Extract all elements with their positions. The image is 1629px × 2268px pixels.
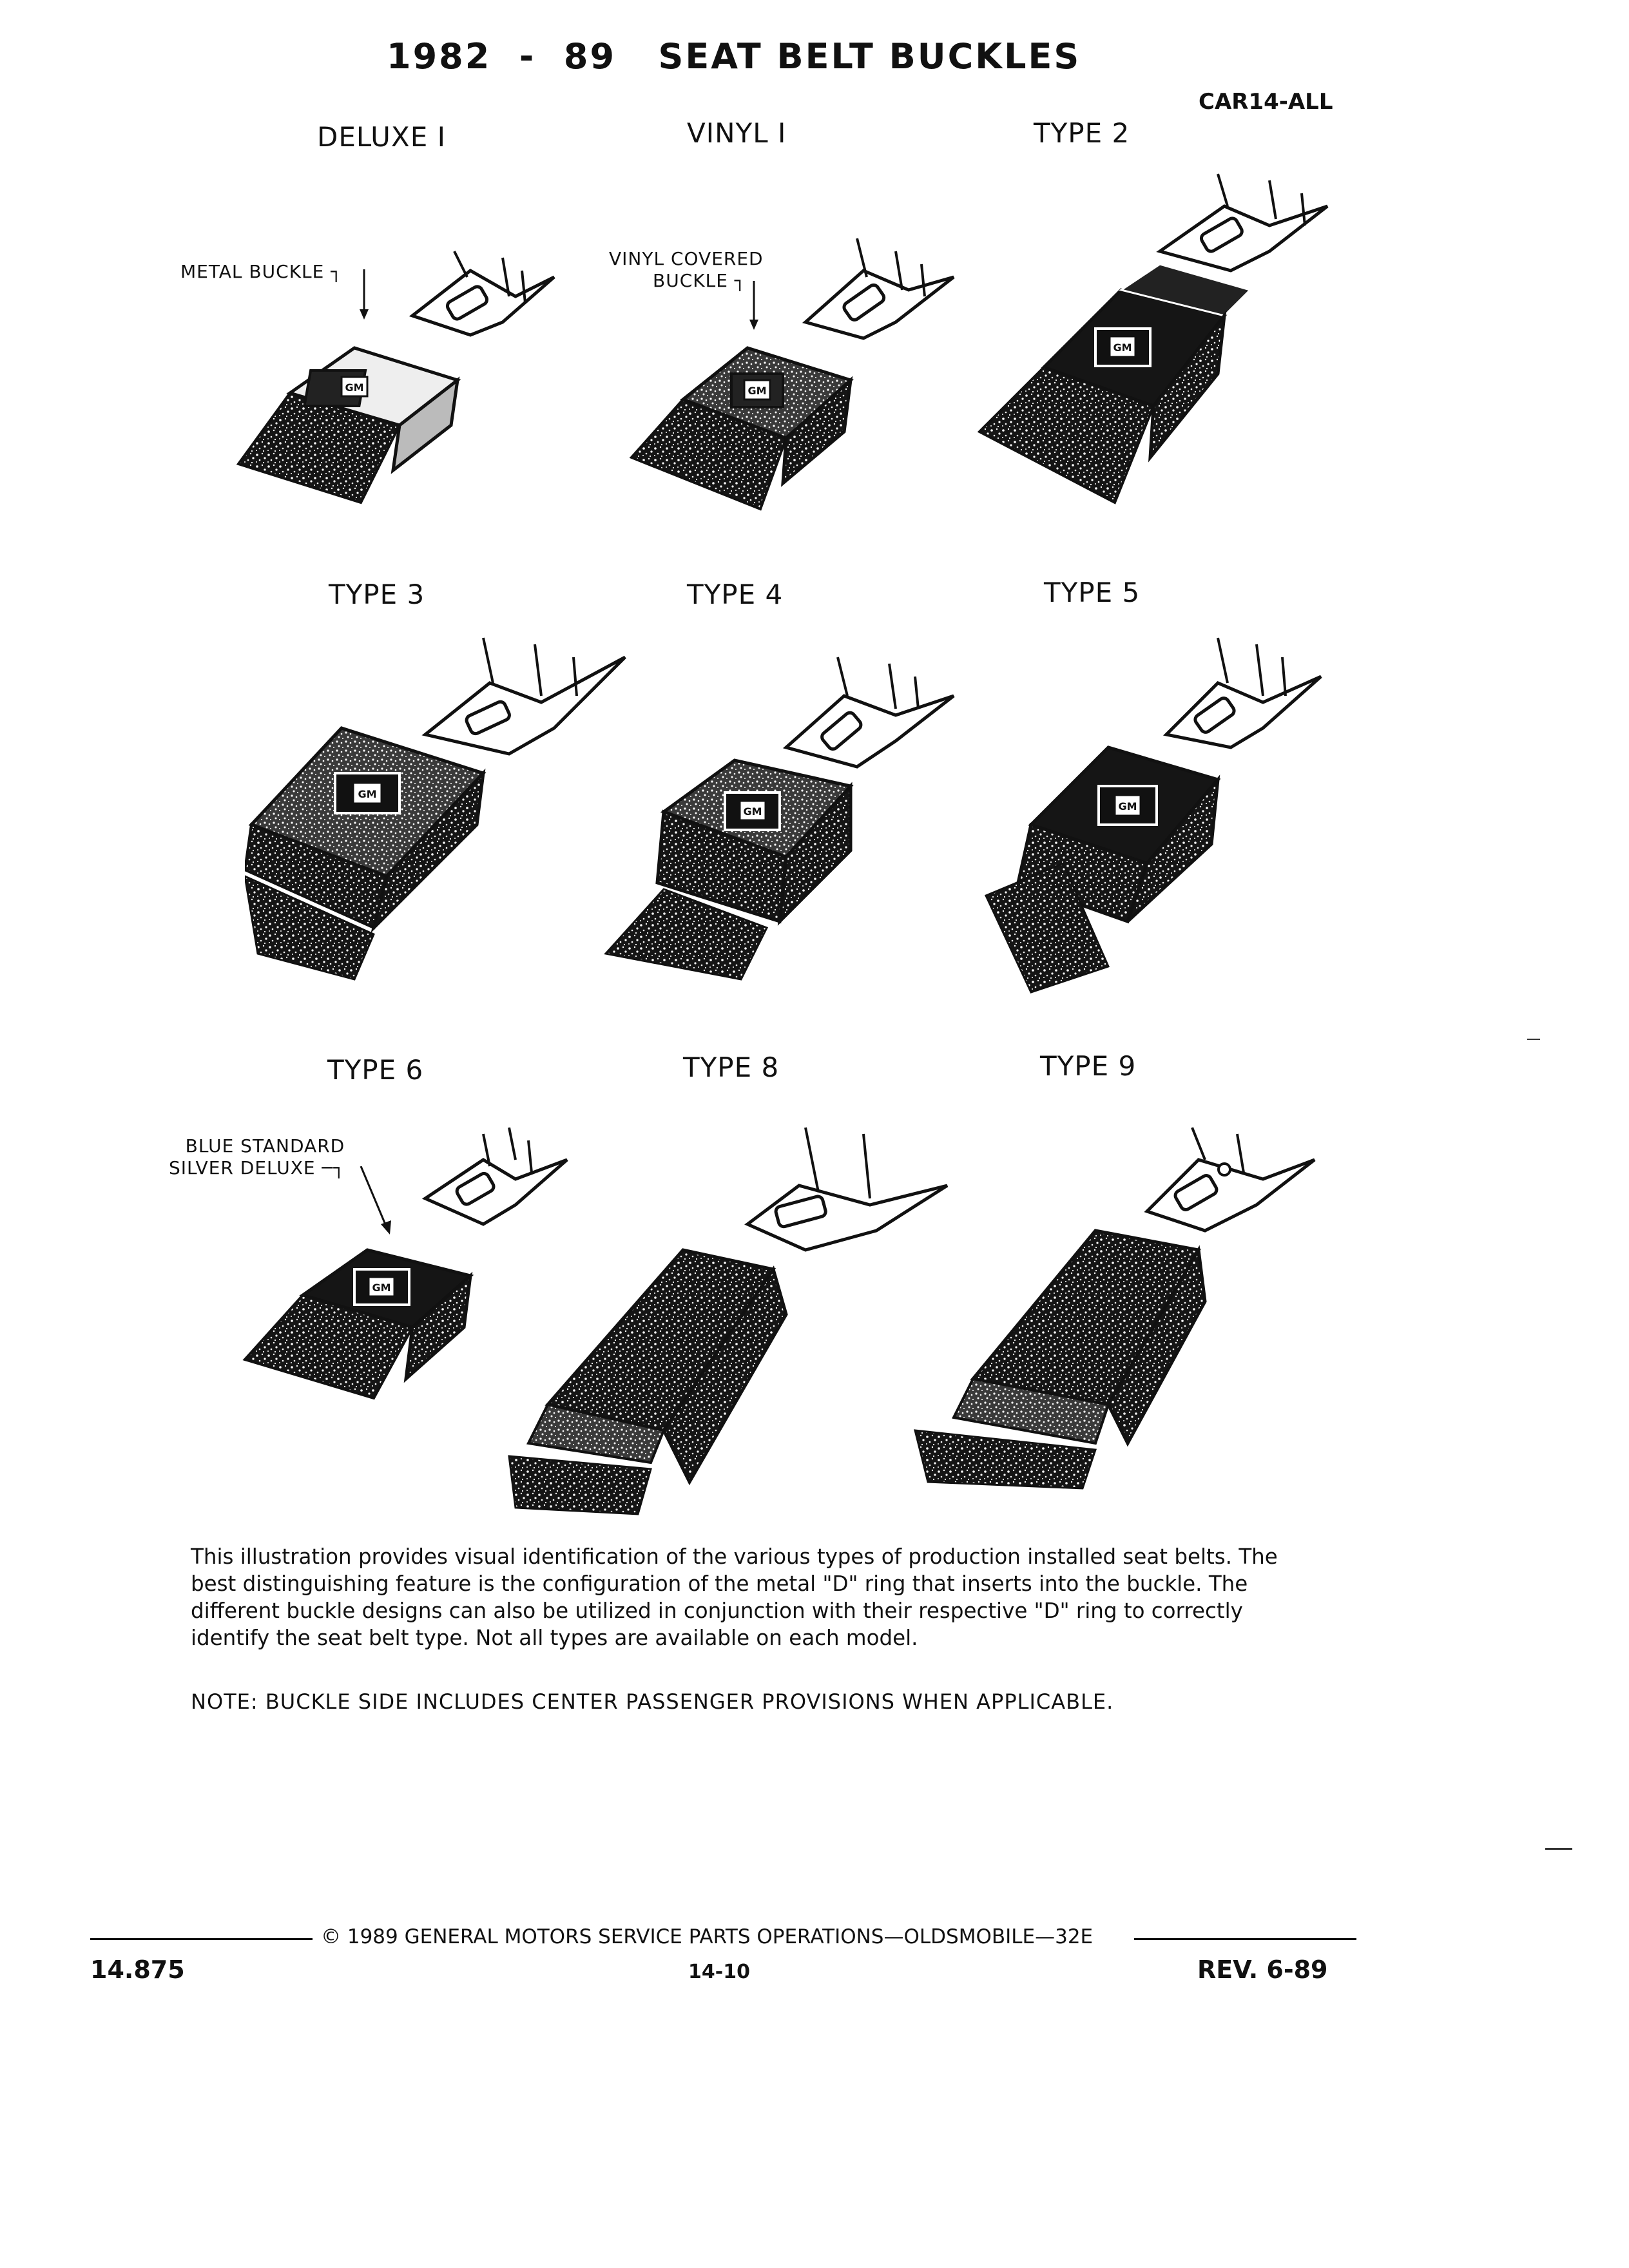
svg-text:GM: GM xyxy=(358,788,377,800)
gm-emblem-icon xyxy=(369,1277,394,1296)
figure-type-5 xyxy=(973,631,1334,1005)
label-type-5: TYPE 5 xyxy=(1044,577,1141,608)
callout-arrow-metal-buckle xyxy=(358,269,371,321)
svg-text:GM: GM xyxy=(1113,341,1132,354)
figure-type-3 xyxy=(245,631,631,992)
gm-emblem-icon xyxy=(353,783,381,803)
seat-belt-buckle-icon xyxy=(245,1250,470,1398)
margin-tick xyxy=(1545,1848,1572,1850)
svg-text:GM: GM xyxy=(372,1282,391,1294)
gm-emblem-icon xyxy=(1110,336,1135,357)
d-ring-latch-plate-icon xyxy=(1166,638,1321,747)
label-type-8: TYPE 8 xyxy=(683,1052,780,1083)
label-vinyl-1: VINYL I xyxy=(687,117,787,149)
page-title: 1982 - 89 SEAT BELT BUCKLES xyxy=(387,36,1081,77)
d-ring-latch-plate-icon xyxy=(1160,174,1327,271)
callout-type6-line2: SILVER DELUXE xyxy=(169,1157,316,1178)
d-ring-latch-plate-icon xyxy=(786,657,954,767)
seat-belt-buckle-icon xyxy=(245,728,483,979)
callout-type-6-color: BLUE STANDARD SILVER DELUXE ─┐ xyxy=(169,1135,345,1178)
gm-emblem-icon xyxy=(342,377,367,396)
seat-belt-buckle-icon xyxy=(915,1231,1205,1488)
gm-emblem-icon xyxy=(740,801,766,820)
svg-text:GM: GM xyxy=(747,385,767,397)
figure-type-9 xyxy=(902,1121,1321,1495)
svg-text:GM: GM xyxy=(1118,800,1137,812)
d-ring-latch-plate-icon xyxy=(412,251,554,335)
callout-vinyl-line1: VINYL COVERED xyxy=(609,248,764,269)
seat-belt-buckle-icon xyxy=(986,747,1218,992)
label-deluxe-1: DELUXE I xyxy=(317,121,446,153)
seat-belt-buckle-icon xyxy=(631,348,851,509)
svg-text:GM: GM xyxy=(345,381,364,394)
label-type-2: TYPE 2 xyxy=(1034,117,1130,149)
label-type-6: TYPE 6 xyxy=(327,1054,424,1086)
label-type-9: TYPE 9 xyxy=(1040,1050,1137,1082)
callout-arrow-vinyl-buckle xyxy=(747,281,760,332)
description-paragraph: This illustration provides visual identification of the various types of production installed seat belts. The best distinguishing feature is the configuration of the metal "D" ring that inserts into the buckle. The different buckle designs can also be utilized in conjunction with their respective "D" ring to correctly identify the seat belt type. Not all types are available on each model. xyxy=(191,1544,1278,1650)
footer-page-number: 14-10 xyxy=(688,1961,750,1983)
callout-metal-buckle-text: METAL BUCKLE xyxy=(180,261,325,282)
d-ring-latch-plate-icon xyxy=(1147,1128,1315,1231)
note-text: NOTE: BUCKLE SIDE INCLUDES CENTER PASSENGER PROVISIONS WHEN APPLICABLE. xyxy=(191,1689,1114,1714)
callout-metal-buckle: METAL BUCKLE ┐ xyxy=(180,261,343,282)
reference-code: CAR14-ALL xyxy=(1199,89,1333,115)
gm-emblem-icon xyxy=(744,380,770,399)
footer-revision: REV. 6-89 xyxy=(1197,1956,1328,1984)
d-ring-latch-plate-icon xyxy=(805,238,954,338)
seat-belt-buckle-icon xyxy=(238,348,458,503)
footer-rule-left xyxy=(90,1938,313,1940)
seat-belt-buckle-icon xyxy=(606,760,851,979)
figure-type-4 xyxy=(593,644,979,992)
callout-type6-line1: BLUE STANDARD xyxy=(185,1135,345,1157)
label-type-4: TYPE 4 xyxy=(687,579,784,610)
callout-vinyl-covered-buckle: VINYL COVERED BUCKLE ┐ xyxy=(609,248,764,291)
seat-belt-buckle-icon xyxy=(509,1250,786,1514)
gm-emblem-icon xyxy=(1115,795,1141,816)
figure-type-8 xyxy=(503,1121,967,1521)
footer-rule-right xyxy=(1134,1938,1356,1940)
callout-vinyl-line2: BUCKLE xyxy=(653,270,728,291)
svg-text:GM: GM xyxy=(743,805,762,818)
footer-copyright: © 1989 GENERAL MOTORS SERVICE PARTS OPERATIONS—OLDSMOBILE—32E xyxy=(321,1925,1094,1948)
seat-belt-buckle-icon xyxy=(979,264,1250,503)
figure-type-2 xyxy=(967,161,1353,522)
margin-tick xyxy=(1527,1039,1540,1040)
footer-page-code: 14.875 xyxy=(90,1956,185,1984)
label-type-3: TYPE 3 xyxy=(329,579,425,610)
